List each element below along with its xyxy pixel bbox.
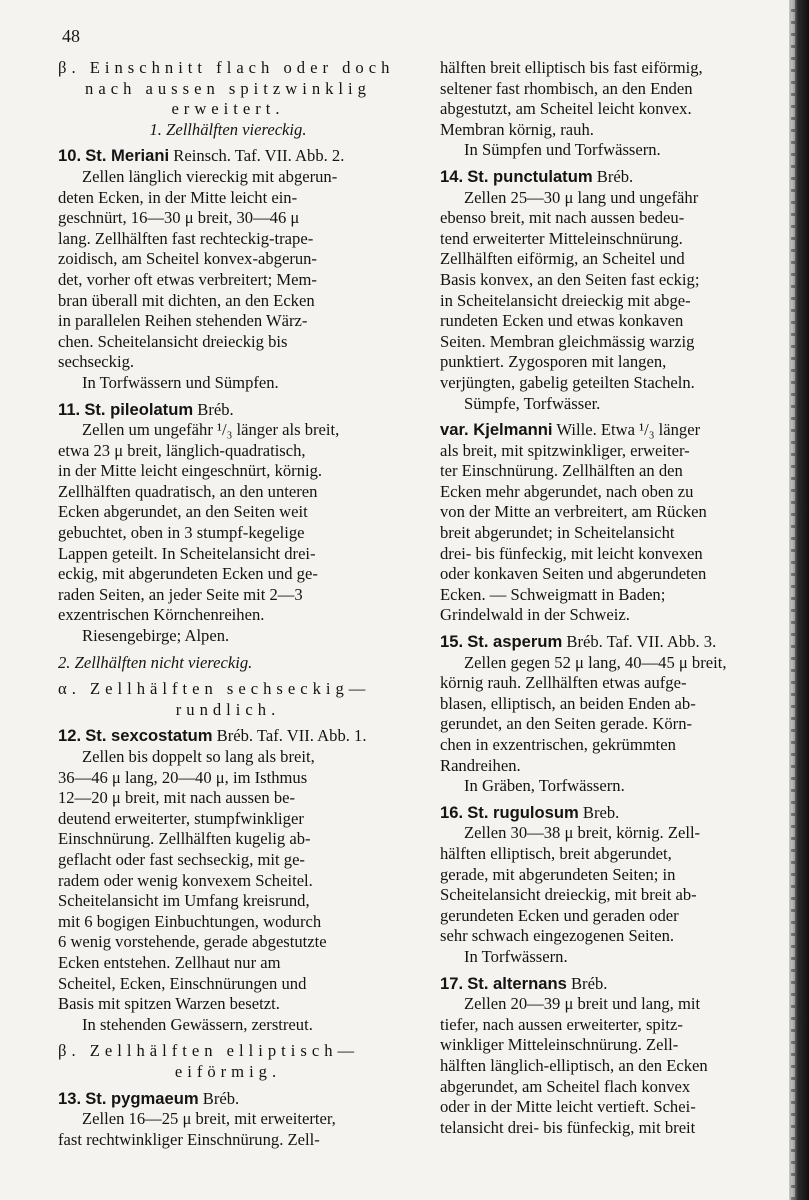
text-line: Sümpfe, Torfwässer.: [464, 393, 601, 413]
species-authority: Wille. Etwa ¹/₃ länger: [552, 420, 701, 440]
text-line: In Gräben, Torfwässern.: [464, 776, 625, 796]
text-line: In Sümpfen und Torfwässern.: [464, 140, 661, 160]
text-line: eiförmig.: [174, 1061, 282, 1081]
text-line: tiefer, nach aussen erweiterter, spitz-: [440, 1014, 683, 1034]
text-line: fast rechtwinkliger Einschnürung. Zell-: [58, 1129, 320, 1149]
text-line: ter Einschnürung. Zellhälften an den: [440, 461, 683, 481]
text-line: Zellen gegen 52 μ lang, 40—45 μ breit,: [464, 652, 727, 672]
text-line: eckig, mit abgerundeten Ecken und ge-: [58, 564, 318, 584]
text-line: 12—20 μ breit, mit nach aussen be-: [58, 788, 296, 808]
text-line: in Scheitelansicht dreieckig mit abge-: [440, 290, 691, 310]
text-line: erweitert.: [171, 99, 285, 119]
species-number: 10.: [58, 146, 82, 166]
text-line: radem oder wenig konvexem Scheitel.: [58, 870, 313, 890]
text-line: verjüngten, gabelig geteilten Stacheln.: [440, 372, 695, 392]
text-line: Scheitelansicht dreieckig, mit breit ab-: [440, 885, 697, 905]
species-number: 14.: [440, 166, 464, 186]
text-line: mit 6 bogigen Einbuchtungen, wodurch: [58, 911, 322, 931]
text-line: Ecken abgerundet, an den Seiten weit: [58, 502, 308, 522]
text-line: in der Mitte leicht eingeschnürt, körnig.: [58, 461, 323, 481]
species-authority: Breb.: [578, 802, 620, 822]
text-line: Scheitel, Ecken, Einschnürungen und: [58, 973, 307, 993]
page-number: 48: [62, 26, 80, 46]
text-line: In Torfwässern und Sümpfen.: [82, 372, 279, 392]
text-line: bran überall mit dichten, an den Ecken: [58, 290, 315, 310]
text-line: Zellhälften eiförmig, an Scheitel und: [440, 249, 685, 269]
species-number: 17.: [440, 973, 464, 993]
text-line: hälften breit elliptisch bis fast eiförmig,: [440, 58, 703, 77]
species-name: St. asperum: [467, 632, 563, 652]
species-authority: Reinsch. Taf. VII. Abb. 2.: [169, 146, 345, 166]
species-authority: Bréb. Taf. VII. Abb. 3.: [562, 632, 717, 652]
text-line: 6 wenig vorstehende, gerade abgestutzte: [58, 932, 327, 952]
text-line: lang. Zellhälften fast rechteckig-trape-: [58, 228, 314, 248]
text-line: Zellen 20—39 μ breit und lang, mit: [464, 994, 701, 1014]
text-line: Randreihen.: [440, 755, 521, 775]
species-authority: Bréb.: [198, 1088, 240, 1108]
species-heading: [58, 146, 398, 167]
text-line: gerundet, an den Seiten gerade. Körn-: [440, 714, 693, 734]
text-line: raden Seiten, an jeder Seite mit 2—3: [58, 584, 303, 604]
text-line: In stehenden Gewässern, zerstreut.: [82, 1014, 313, 1034]
text-line: Zellen 25—30 μ lang und ungefähr: [464, 187, 699, 207]
text-line: seltener fast rhombisch, an den Enden: [440, 78, 693, 98]
text-line: Zellen bis doppelt so lang als breit,: [82, 747, 315, 766]
species-name: St. Meriani: [85, 146, 170, 166]
text-line: rundeten Ecken und etwas konkaven: [440, 311, 684, 331]
text-line: Ecken entstehen. Zellhaut nur am: [58, 952, 281, 972]
text-line: Ecken mehr abgerundet, nach oben zu: [440, 481, 694, 501]
text-line: Grindelwald in der Schweiz.: [440, 605, 630, 625]
text-line: geschnürt, 16—30 μ breit, 30—46 μ: [58, 208, 300, 228]
species-number: 16.: [440, 802, 464, 822]
text-line: gebuchtet, oben in 3 stumpf-kegelige: [58, 523, 305, 543]
species-name: St. sexcostatum: [85, 726, 213, 746]
text-line: In Torfwässern.: [464, 946, 568, 966]
text-line: abgerundet, am Scheitel flach konvex: [440, 1076, 691, 1096]
text-line: tend erweiterter Mitteleinschnürung.: [440, 228, 683, 248]
species-authority: Bréb.: [592, 166, 634, 186]
text-line: blasen, elliptisch, an beiden Enden ab-: [440, 693, 696, 713]
text-line: oder in der Mitte leicht vertieft. Schei-: [440, 1097, 696, 1117]
text-line: als breit, mit spitzwinkliger, erweiter-: [440, 440, 690, 460]
text-line: chen. Scheitelansicht dreieckig bis: [58, 331, 288, 351]
text-line: gerundeten Ecken und geraden oder: [440, 905, 679, 925]
text-line: 2. Zellhälften nicht viereckig.: [58, 652, 253, 672]
text-line: β. Einschnitt flach oder doch: [58, 58, 395, 77]
species-authority: Bréb.: [566, 973, 608, 993]
species-heading: [58, 726, 398, 747]
text-line: nach aussen spitzwinklig: [85, 78, 371, 98]
text-line: von der Mitte an verbreitert, am Rücken: [440, 502, 707, 522]
text-line: Basis konvex, an den Seiten fast eckig;: [440, 269, 700, 289]
text-line: Zellhälften quadratisch, an den unteren: [58, 481, 318, 501]
species-heading: [440, 632, 780, 653]
text-line: etwa 23 μ breit, länglich-quadratisch,: [58, 440, 306, 460]
text-line: Membran körnig, rauh.: [440, 119, 594, 139]
species-heading: [58, 1089, 398, 1110]
species-heading: [440, 420, 780, 441]
text-line: sehr schwach eingezogenen Seiten.: [440, 926, 675, 946]
text-line: hälften länglich-elliptisch, an den Ecken: [440, 1055, 708, 1075]
text-line: 1. Zellhälften viereckig.: [149, 119, 307, 139]
text-line: Lappen geteilt. In Scheitelansicht drei-: [58, 543, 316, 563]
species-name: var. Kjelmanni: [440, 420, 553, 440]
text-line: gerade, mit abgerundeten Seiten; in: [440, 864, 676, 884]
text-line: Zellen um ungefähr ¹/₃ länger als breit,: [82, 420, 340, 440]
text-line: Einschnürung. Zellhälften kugelig ab-: [58, 829, 311, 849]
left-column: [58, 58, 398, 1150]
species-name: St. alternans: [467, 973, 567, 993]
text-line: hälften elliptisch, breit abgerundet,: [440, 843, 672, 863]
species-name: St. pygmaeum: [85, 1088, 199, 1108]
text-line: rundlich.: [175, 699, 281, 719]
text-line: abgestutzt, am Scheitel leicht konvex.: [440, 99, 692, 119]
text-line: Zellen länglich viereckig mit abgerun-: [82, 166, 338, 186]
text-line: telansicht drei- bis fünfeckig, mit breit: [440, 1117, 696, 1137]
text-line: punktiert. Zygosporen mit langen,: [440, 352, 667, 372]
text-line: geflacht oder fast sechseckig, mit ge-: [58, 849, 305, 869]
text-line: winkliger Mitteleinschnürung. Zell-: [440, 1035, 679, 1055]
text-line: drei- bis fünfeckig, mit leicht konvexen: [440, 543, 703, 563]
text-line: chen in exzentrischen, gekrümmten: [440, 735, 676, 754]
text-line: deutend erweiterter, stumpfwinkliger: [58, 808, 304, 828]
text-line: deten Ecken, in der Mitte leicht ein-: [58, 187, 298, 207]
text-line: α. Zellhälften sechseckig—: [58, 679, 371, 699]
text-line: 36—46 μ lang, 20—40 μ, im Isthmus: [58, 767, 308, 787]
species-heading: [440, 974, 780, 995]
text-line: Zellen 16—25 μ breit, mit erweiterter,: [82, 1109, 336, 1129]
species-heading: [58, 400, 398, 421]
species-heading: [440, 167, 780, 188]
text-line: det, vorher oft etwas verbreitert; Mem-: [58, 269, 317, 289]
species-heading: [440, 803, 780, 824]
book-edge-strip: [789, 0, 809, 1200]
text-line: Basis mit spitzen Warzen besetzt.: [58, 994, 280, 1014]
species-name: St. punctulatum: [467, 166, 593, 186]
species-number: 15.: [440, 632, 464, 652]
text-line: zoidisch, am Scheitel konvex-abgerun-: [58, 249, 317, 269]
text-line: β. Zellhälften elliptisch—: [58, 1041, 360, 1061]
text-line: Zellen 30—38 μ breit, körnig. Zell-: [464, 823, 701, 843]
species-number: 11.: [58, 399, 81, 419]
text-line: sechseckig.: [58, 352, 135, 372]
species-number: 12.: [58, 726, 82, 746]
text-line: Seiten. Membran gleichmässig warzig: [440, 331, 695, 351]
text-line: ebenso breit, mit nach aussen bedeu-: [440, 208, 685, 228]
text-line: körnig rauh. Zellhälften etwas aufge-: [440, 673, 687, 693]
text-line: breit abgerundet; in Scheitelansicht: [440, 523, 675, 543]
text-line: exzentrischen Körnchenreihen.: [58, 605, 265, 625]
species-authority: Bréb. Taf. VII. Abb. 1.: [212, 726, 367, 746]
text-line: Ecken. — Schweigmatt in Baden;: [440, 584, 666, 604]
text-line: in parallelen Reihen stehenden Wärz-: [58, 311, 308, 331]
text-line: Scheitelansicht im Umfang kreisrund,: [58, 891, 310, 911]
text-line: oder konkaven Seiten und abgerundeten: [440, 564, 707, 584]
species-name: St. pileolatum: [84, 399, 194, 419]
right-column: [440, 58, 780, 1138]
species-number: 13.: [58, 1088, 82, 1108]
text-line: Riesengebirge; Alpen.: [82, 626, 230, 646]
species-authority: Bréb.: [193, 399, 234, 419]
species-name: St. rugulosum: [467, 802, 579, 822]
